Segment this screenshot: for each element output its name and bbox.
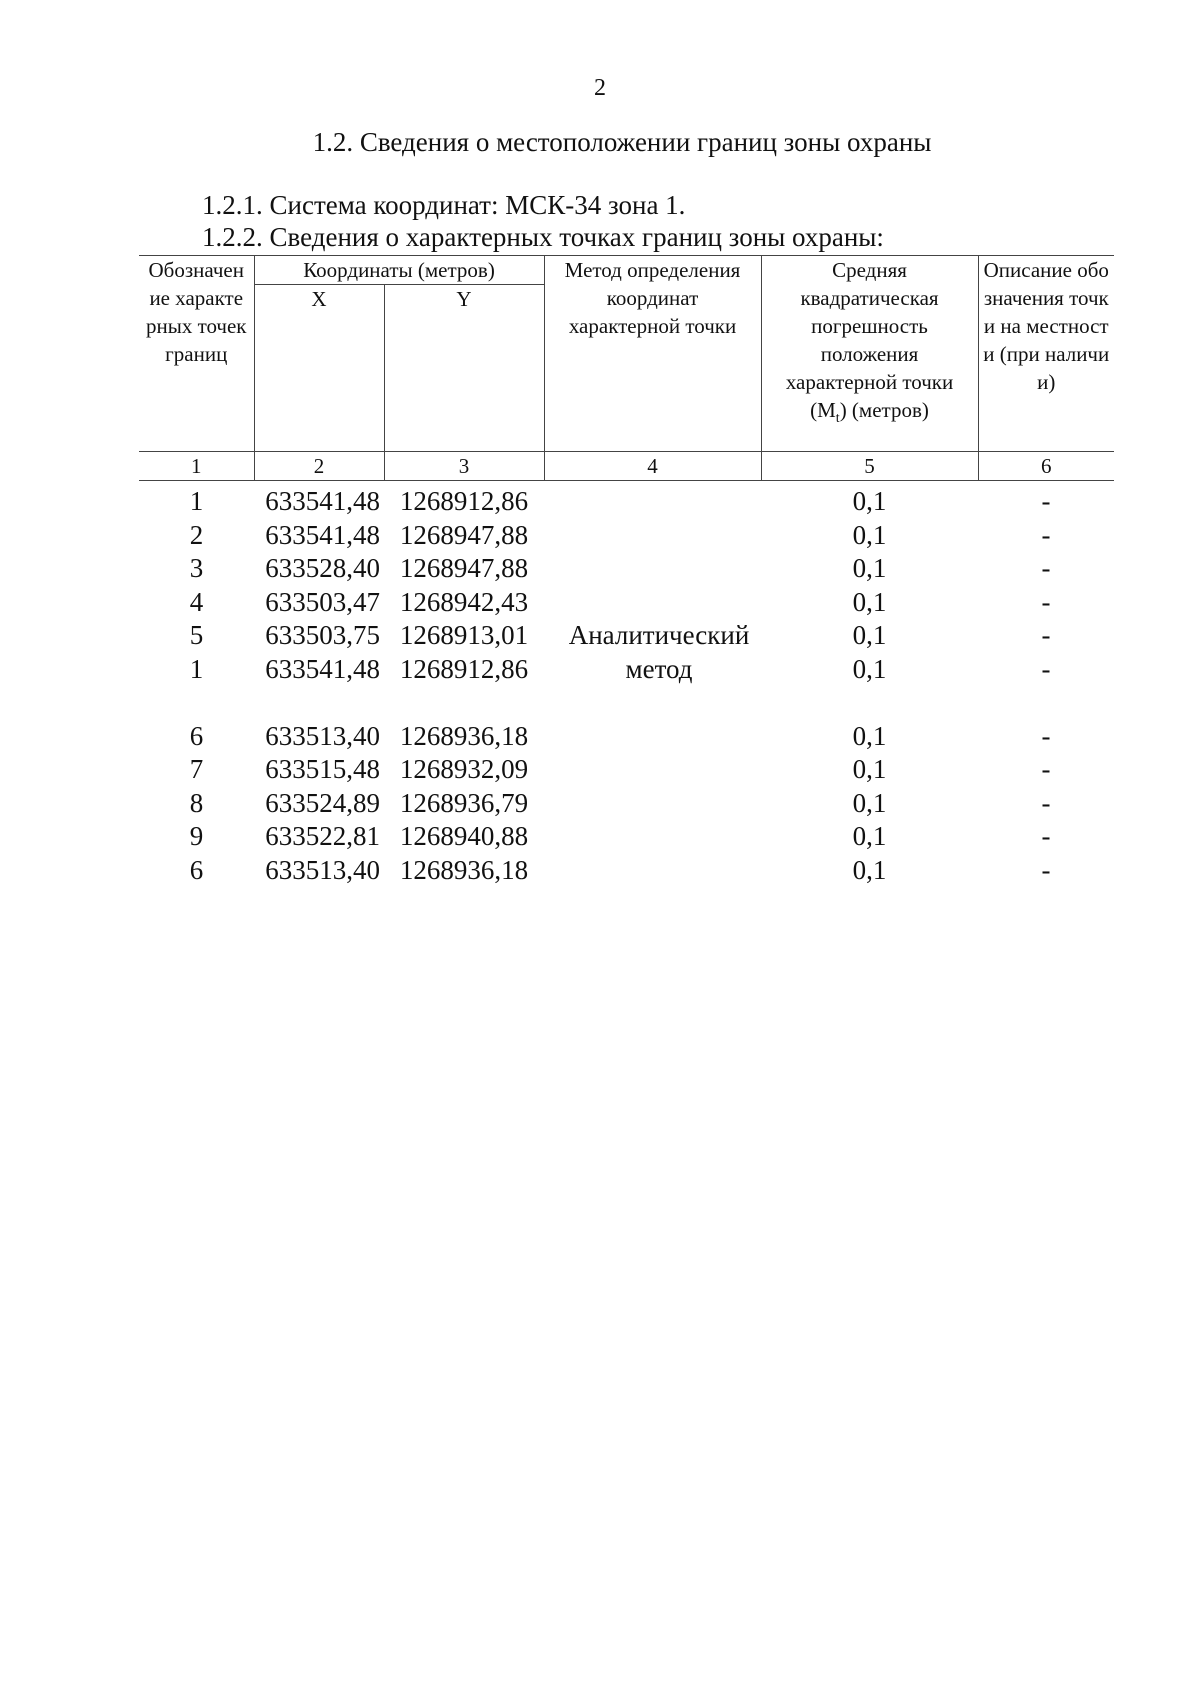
point-cell: 6 xyxy=(189,720,204,751)
table-row xyxy=(139,820,1114,854)
points-table-body xyxy=(139,485,1114,887)
point-cell: 8 xyxy=(189,787,204,818)
header-method: Метод определения координат характерной точки xyxy=(544,256,761,452)
x-cell: 633515,48 xyxy=(265,754,380,784)
error-cell: 0,1 xyxy=(852,586,887,617)
y-cell: 1268913,01 xyxy=(399,620,529,650)
group-spacer xyxy=(139,686,1114,720)
y-cell: 1268940,88 xyxy=(399,821,529,851)
x-cell: 633541,48 xyxy=(265,653,380,684)
method-line-1: Аналитический xyxy=(568,620,750,650)
point-cell: 5 xyxy=(189,620,204,650)
column-number: 2 xyxy=(254,452,384,481)
spacer-cell xyxy=(978,686,1114,720)
error-cell: 0,1 xyxy=(852,754,887,784)
table-row xyxy=(139,854,1114,888)
method-blank-cell xyxy=(544,519,761,553)
description-cell: - xyxy=(1041,553,1051,583)
column-number: 1 xyxy=(139,452,254,481)
x-cell: 633522,81 xyxy=(265,821,380,851)
header-x: X xyxy=(254,285,384,452)
y-cell: 1268942,43 xyxy=(399,586,529,617)
table-row xyxy=(139,787,1114,821)
points-table-header xyxy=(139,255,1114,481)
header-error-text-2: ) (метров) xyxy=(839,398,929,422)
description-cell: - xyxy=(1041,720,1051,751)
y-cell: 1268947,88 xyxy=(399,519,529,550)
error-cell: 0,1 xyxy=(852,519,887,550)
y-cell: 1268936,18 xyxy=(399,720,529,751)
x-cell: 633503,47 xyxy=(265,586,380,617)
error-cell: 0,1 xyxy=(852,720,887,751)
description-cell: - xyxy=(1041,754,1051,784)
error-cell: 0,1 xyxy=(852,854,887,885)
method-line-2: метод xyxy=(625,653,693,684)
description-cell: - xyxy=(1041,653,1051,684)
point-cell: 6 xyxy=(189,854,204,885)
error-cell: 0,1 xyxy=(852,821,887,851)
header-point: Обозначение характерных точек границ xyxy=(139,256,254,452)
column-number: 3 xyxy=(384,452,544,481)
y-cell: 1268932,09 xyxy=(399,754,529,784)
spacer-cell xyxy=(384,686,544,720)
x-cell: 633513,40 xyxy=(265,720,380,751)
header-y: Y xyxy=(384,285,544,452)
x-cell: 633513,40 xyxy=(265,854,380,885)
header-coords: Координаты (метров) xyxy=(254,256,544,285)
method-cell xyxy=(541,619,777,686)
y-cell: 1268936,79 xyxy=(399,787,529,818)
spacer-cell xyxy=(544,686,761,720)
point-cell: 1 xyxy=(189,486,204,516)
point-cell: 2 xyxy=(189,519,204,550)
method-blank-cell xyxy=(544,485,761,519)
error-cell: 0,1 xyxy=(852,486,887,516)
error-cell: 0,1 xyxy=(852,653,887,684)
error-cell: 0,1 xyxy=(852,620,887,650)
table-row xyxy=(139,552,1114,586)
y-cell: 1268912,86 xyxy=(399,486,529,516)
y-cell: 1268947,88 xyxy=(399,553,529,583)
table-row xyxy=(139,485,1114,519)
y-cell: 1268912,86 xyxy=(399,653,529,684)
method-blank-cell xyxy=(544,854,761,888)
coordinate-system-line: 1.2.1. Система координат: МСК-34 зона 1. xyxy=(202,190,686,220)
header-error xyxy=(761,256,978,452)
x-cell: 633528,40 xyxy=(265,553,380,583)
method-blank-cell xyxy=(544,820,761,854)
description-cell: - xyxy=(1041,586,1051,617)
method-blank-cell xyxy=(544,552,761,586)
method-blank-cell xyxy=(544,787,761,821)
spacer-cell xyxy=(761,686,978,720)
method-blank-cell xyxy=(544,720,761,754)
x-cell: 633503,75 xyxy=(265,620,380,650)
header-description: Описание обозначения точки на местности (при наличии) xyxy=(978,256,1114,452)
column-number: 6 xyxy=(978,452,1114,481)
error-cell: 0,1 xyxy=(852,553,887,583)
spacer-cell xyxy=(139,686,254,720)
description-cell: - xyxy=(1041,519,1051,550)
description-cell: - xyxy=(1041,486,1051,516)
column-number: 4 xyxy=(544,452,761,481)
point-cell: 9 xyxy=(189,821,204,851)
header-error-subscript: t xyxy=(835,411,840,427)
x-cell: 633541,48 xyxy=(265,519,380,550)
table-row xyxy=(139,519,1114,553)
description-cell: - xyxy=(1041,854,1051,885)
page-number: 2 xyxy=(594,75,606,101)
point-cell: 7 xyxy=(189,754,204,784)
method-blank-cell xyxy=(544,586,761,620)
spacer-cell xyxy=(254,686,384,720)
description-cell: - xyxy=(1041,620,1051,650)
column-number: 5 xyxy=(761,452,978,481)
description-cell: - xyxy=(1041,787,1051,818)
table-row xyxy=(139,753,1114,787)
method-blank-cell xyxy=(544,753,761,787)
point-cell: 3 xyxy=(189,553,204,583)
table-row xyxy=(139,586,1114,620)
point-cell: 1 xyxy=(189,653,204,684)
header-error-text-1: Средняя квадратическая погрешность положения характерной точки (M xyxy=(785,258,954,422)
error-cell: 0,1 xyxy=(852,787,887,818)
points-heading: 1.2.2. Сведения о характерных точках границ зоны охраны: xyxy=(202,222,884,252)
description-cell: - xyxy=(1041,821,1051,851)
point-cell: 4 xyxy=(189,586,204,617)
section-heading: 1.2. Сведения о местоположении границ зоны охраны xyxy=(312,127,932,157)
y-cell: 1268936,18 xyxy=(399,854,529,885)
x-cell: 633524,89 xyxy=(265,787,380,818)
x-cell: 633541,48 xyxy=(265,486,380,516)
table-row xyxy=(139,720,1114,754)
